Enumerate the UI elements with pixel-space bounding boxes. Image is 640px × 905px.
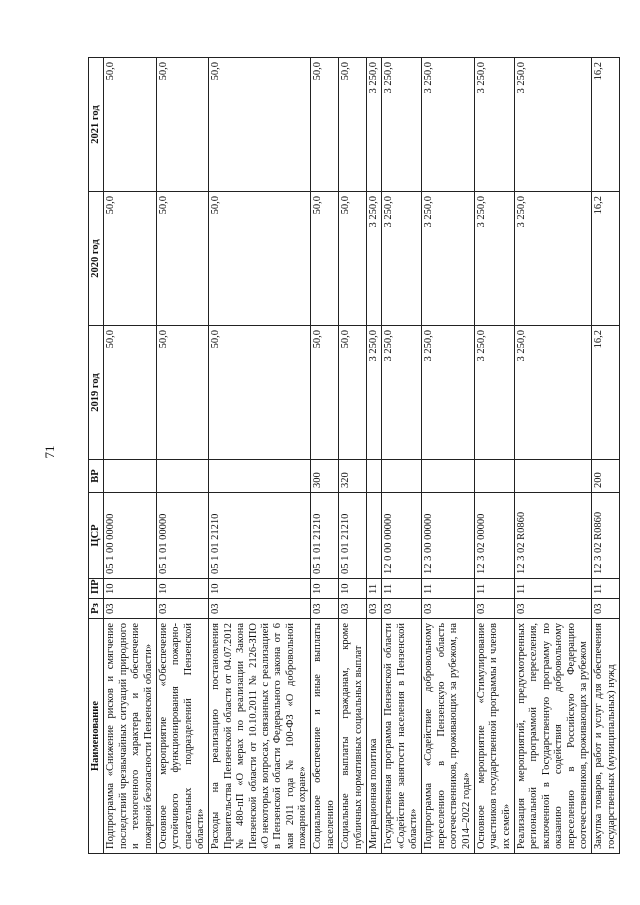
cell-pr: 11 xyxy=(382,579,422,599)
header-2021: 2021 год xyxy=(89,58,104,192)
cell-csr: 12 0 00 00000 xyxy=(382,493,422,579)
cell-pr: 10 xyxy=(339,579,367,599)
header-rz: Рз xyxy=(89,599,104,619)
cell-2021: 50,0 xyxy=(209,58,311,192)
cell-name: Основное мероприятие «Обеспечение устойчивого функционирования пожарно-спасательных подразделений Пензенской области» xyxy=(156,619,209,854)
cell-2020: 3 250,0 xyxy=(515,192,592,326)
cell-2019: 3 250,0 xyxy=(474,326,514,460)
cell-csr: 12 3 02 00000 xyxy=(474,493,514,579)
table-row xyxy=(592,58,620,854)
cell-2020: 50,0 xyxy=(339,192,367,326)
cell-rz: 03 xyxy=(104,599,157,619)
cell-name: Социальное обеспечение и иные выплаты населению xyxy=(311,619,339,854)
cell-pr: 10 xyxy=(156,579,209,599)
budget-table xyxy=(88,57,620,854)
rotated-table-container xyxy=(88,58,617,854)
cell-name: Реализация мероприятий, предусмотренных региональной программой переселения, включенной в Государственную программу по оказанию содействия добровольному переселению в Российскую Федерацию соотечественников, проживающих за рубежом xyxy=(515,619,592,854)
cell-pr: 11 xyxy=(422,579,475,599)
cell-csr: 05 1 00 00000 xyxy=(104,493,157,579)
cell-name: Миграционная политика xyxy=(366,619,381,854)
cell-2021: 3 250,0 xyxy=(366,58,381,192)
cell-rz: 03 xyxy=(592,599,620,619)
cell-2019: 3 250,0 xyxy=(422,326,475,460)
cell-2020: 3 250,0 xyxy=(422,192,475,326)
cell-csr: 05 1 01 21210 xyxy=(339,493,367,579)
cell-pr: 11 xyxy=(592,579,620,599)
cell-2020: 16,2 xyxy=(592,192,620,326)
table-row xyxy=(382,58,422,854)
cell-2020: 3 250,0 xyxy=(382,192,422,326)
cell-2021: 3 250,0 xyxy=(422,58,475,192)
cell-csr: 05 1 01 00000 xyxy=(156,493,209,579)
cell-2019: 50,0 xyxy=(156,326,209,460)
cell-2021: 50,0 xyxy=(311,58,339,192)
cell-rz: 03 xyxy=(366,599,381,619)
cell-csr: 05 1 01 21210 xyxy=(311,493,339,579)
table-row xyxy=(209,58,311,854)
table-row xyxy=(474,58,514,854)
cell-rz: 03 xyxy=(311,599,339,619)
table-row xyxy=(339,58,367,854)
cell-2019: 3 250,0 xyxy=(382,326,422,460)
cell-rz: 03 xyxy=(156,599,209,619)
cell-2021: 50,0 xyxy=(104,58,157,192)
cell-csr: 05 1 01 21210 xyxy=(209,493,311,579)
cell-vr xyxy=(156,460,209,493)
cell-2020: 50,0 xyxy=(311,192,339,326)
header-name: Наименование xyxy=(89,619,104,854)
cell-2019: 3 250,0 xyxy=(515,326,592,460)
cell-2019: 50,0 xyxy=(209,326,311,460)
cell-pr: 11 xyxy=(366,579,381,599)
cell-2021: 50,0 xyxy=(339,58,367,192)
cell-name: Расходы на реализацию постановления Правительства Пензенской области от 04.07.2012 № 480-пП «О мерах по реализации Закона Пензенской области от 10.10.2011 № 2126-ЗПО «О некоторых вопросах, связанных с реализацией в Пензенской области Федерального закона от 6 мая 2011 года № 100-ФЗ «О добровольной пожарной охране» xyxy=(209,619,311,854)
cell-2021: 50,0 xyxy=(156,58,209,192)
cell-pr: 10 xyxy=(209,579,311,599)
cell-pr: 11 xyxy=(474,579,514,599)
cell-vr xyxy=(474,460,514,493)
cell-2020: 50,0 xyxy=(209,192,311,326)
header-2020: 2020 год xyxy=(89,192,104,326)
cell-rz: 03 xyxy=(515,599,592,619)
cell-2020: 3 250,0 xyxy=(366,192,381,326)
cell-name: Государственная программа Пензенской области «Содействие занятости населения в Пензенской области» xyxy=(382,619,422,854)
cell-2021: 3 250,0 xyxy=(474,58,514,192)
cell-name: Закупка товаров, работ и услуг для обеспечения государственных (муниципальных) нужд xyxy=(592,619,620,854)
cell-csr: 12 3 02 R0860 xyxy=(515,493,592,579)
cell-rz: 03 xyxy=(339,599,367,619)
cell-pr: 10 xyxy=(104,579,157,599)
cell-vr: 320 xyxy=(339,460,367,493)
cell-rz: 03 xyxy=(382,599,422,619)
cell-rz: 03 xyxy=(474,599,514,619)
cell-csr: 12 3 02 R0860 xyxy=(592,493,620,579)
header-csr: ЦСР xyxy=(89,493,104,579)
cell-vr xyxy=(382,460,422,493)
cell-2020: 3 250,0 xyxy=(474,192,514,326)
cell-2019: 50,0 xyxy=(311,326,339,460)
table-row xyxy=(311,58,339,854)
cell-vr xyxy=(104,460,157,493)
header-vr: ВР xyxy=(89,460,104,493)
cell-2019: 16,2 xyxy=(592,326,620,460)
cell-name: Основное мероприятие «Стимулирование участников государственной программы и членов их семей» xyxy=(474,619,514,854)
header-2019: 2019 год xyxy=(89,326,104,460)
header-pr: ПР xyxy=(89,579,104,599)
header-row xyxy=(89,58,104,854)
cell-csr xyxy=(366,493,381,579)
table-row xyxy=(422,58,475,854)
cell-2021: 3 250,0 xyxy=(515,58,592,192)
table-row xyxy=(156,58,209,854)
cell-rz: 03 xyxy=(209,599,311,619)
cell-2019: 50,0 xyxy=(104,326,157,460)
cell-rz: 03 xyxy=(422,599,475,619)
cell-vr xyxy=(515,460,592,493)
cell-csr: 12 3 00 00000 xyxy=(422,493,475,579)
cell-2021: 3 250,0 xyxy=(382,58,422,192)
cell-2019: 3 250,0 xyxy=(366,326,381,460)
cell-vr: 200 xyxy=(592,460,620,493)
cell-2021: 16,2 xyxy=(592,58,620,192)
table-row xyxy=(104,58,157,854)
cell-2020: 50,0 xyxy=(156,192,209,326)
cell-name: Подпрограмма «Содействие добровольному переселению в Пензенскую область соотечественников, проживающих за рубежом, на 2014–2022 годы» xyxy=(422,619,475,854)
cell-2019: 50,0 xyxy=(339,326,367,460)
cell-name: Социальные выплаты гражданам, кроме публичных нормативных социальных выплат xyxy=(339,619,367,854)
cell-pr: 11 xyxy=(515,579,592,599)
table-row xyxy=(515,58,592,854)
cell-name: Подпрограмма «Снижение рисков и смягчение последствий чрезвычайных ситуаций природного и техногенного характера и обеспечение пожарной безопасности Пензенской области» xyxy=(104,619,157,854)
page-number: 71 xyxy=(42,445,57,459)
cell-2020: 50,0 xyxy=(104,192,157,326)
cell-vr xyxy=(366,460,381,493)
cell-vr xyxy=(422,460,475,493)
cell-vr: 300 xyxy=(311,460,339,493)
table-row xyxy=(366,58,381,854)
cell-pr: 10 xyxy=(311,579,339,599)
cell-vr xyxy=(209,460,311,493)
